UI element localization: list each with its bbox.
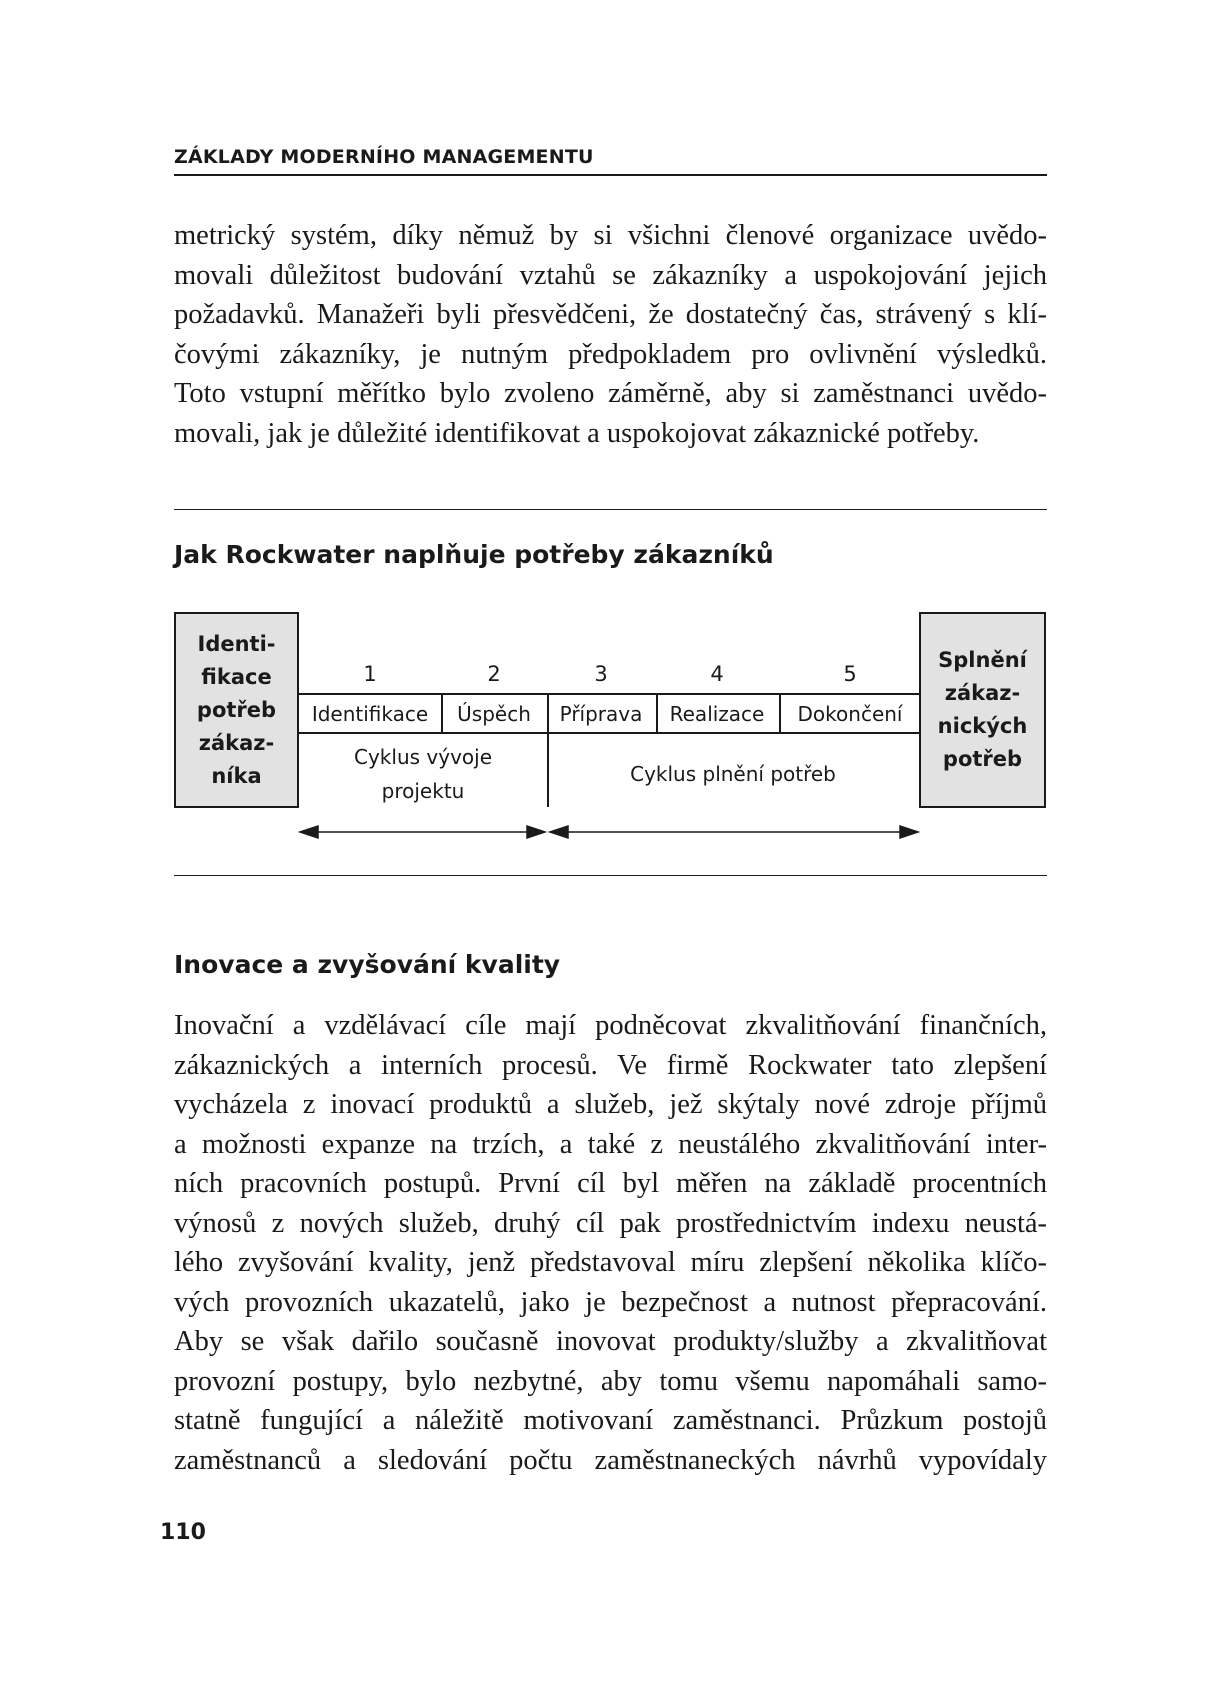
text-line: Aby se však dařilo současně inovovat produkty/služby a zkvalitňovat	[174, 1326, 1047, 1357]
phase-number: 1	[363, 662, 377, 686]
box-line: níka	[211, 763, 262, 788]
text-line: movali důležitost budování vztahů se zákazníky a uspokojování jejich	[174, 259, 1047, 291]
text-line: vycházela z inovací produktů a služeb, jež skýtaly nové zdroje příjmů	[174, 1089, 1047, 1120]
box-line: Identi-	[197, 631, 276, 656]
phase-label: Dokončení	[797, 702, 903, 726]
text-line: lého zvyšování kvality, jenž představoval míru zlepšení několika klíčo-	[174, 1247, 1047, 1278]
running-header: ZÁKLADY MODERNÍHO MANAGEMENTU	[174, 146, 594, 168]
cycle-fulfilment-label: Cyklus plnění potřeb	[630, 762, 836, 786]
phase-label: Identifikace	[311, 702, 429, 726]
text-line: požadavků. Manažeři byli přesvědčeni, že dostatečný čas, strávený s klí-	[174, 299, 1047, 330]
arrowhead-right	[527, 826, 545, 838]
phase-number: 3	[594, 662, 608, 686]
text-line: metrický systém, díky němuž by si všichni členové organizace uvědo-	[174, 220, 1047, 251]
box-line: potřeb	[196, 697, 277, 722]
text-line: ních pracovních postupů. První cíl byl měřen na základě procentních	[174, 1168, 1047, 1199]
cycle-line: Cyklus vývoje	[354, 745, 492, 769]
section-heading: Inovace a zvyšování kvality	[174, 950, 561, 979]
box-line: fikace	[201, 664, 272, 689]
phase-number: 4	[710, 662, 724, 686]
box-line: potřeb	[942, 747, 1023, 771]
text-line: zákaznických a interních procesů. Ve firmě Rockwater tato zlepšení	[174, 1049, 1047, 1081]
arrowhead-right	[900, 826, 918, 838]
text-line: Toto vstupní měřítko bylo zvoleno záměrně, aby si zaměstnanci uvědo-	[174, 378, 1047, 409]
box-line: Splnění	[938, 648, 1027, 672]
box-line: zákaz-	[198, 730, 275, 755]
text-line: zaměstnanců a sledování počtu zaměstnaneckých návrhů vypovídaly	[174, 1444, 1047, 1476]
arrowhead-left	[300, 826, 318, 838]
paragraph-2	[174, 1006, 1047, 1480]
box-bottom-rule	[174, 875, 1047, 876]
text-line: movali, jak je důležité identifikovat a uspokojovat zákaznické potřeby.	[174, 417, 980, 449]
box-line: nických	[937, 714, 1028, 738]
page-number: 110	[160, 1520, 206, 1545]
text-line: a možnosti expanze na trzích, a také z neustálého zkvalitňování inter-	[174, 1128, 1047, 1160]
arrowhead-left	[550, 826, 568, 838]
phase-number: 5	[843, 662, 857, 686]
phase-number: 2	[487, 662, 501, 686]
text-line: statně fungující a náležitě motivovaní zaměstnanci. Průzkum postojů	[174, 1405, 1047, 1436]
box-line: zákaz-	[944, 681, 1021, 705]
text-line: vých provozních ukazatelů, jako je bezpečnost a nutnost přepracování.	[174, 1286, 1047, 1318]
phase-label: Realizace	[669, 702, 765, 726]
phase-label: Příprava	[559, 702, 643, 726]
cycle-line: projektu	[381, 779, 465, 803]
text-line: Inovační a vzdělávací cíle mají podněcovat zkvalitňování finančních,	[174, 1010, 1047, 1041]
text-line: výnosů z nových služeb, druhý cíl pak prostřednictvím indexu neustá-	[174, 1207, 1047, 1239]
box-heading: Jak Rockwater naplňuje potřeby zákazníků	[174, 540, 774, 569]
text-line: provozní postupy, bylo nezbytné, aby tomu všemu napomáhali samo-	[174, 1365, 1047, 1397]
phase-label: Úspěch	[457, 702, 531, 726]
text-line: čovými zákazníky, je nutným předpokladem pro ovlivnění výsledků.	[174, 338, 1047, 370]
